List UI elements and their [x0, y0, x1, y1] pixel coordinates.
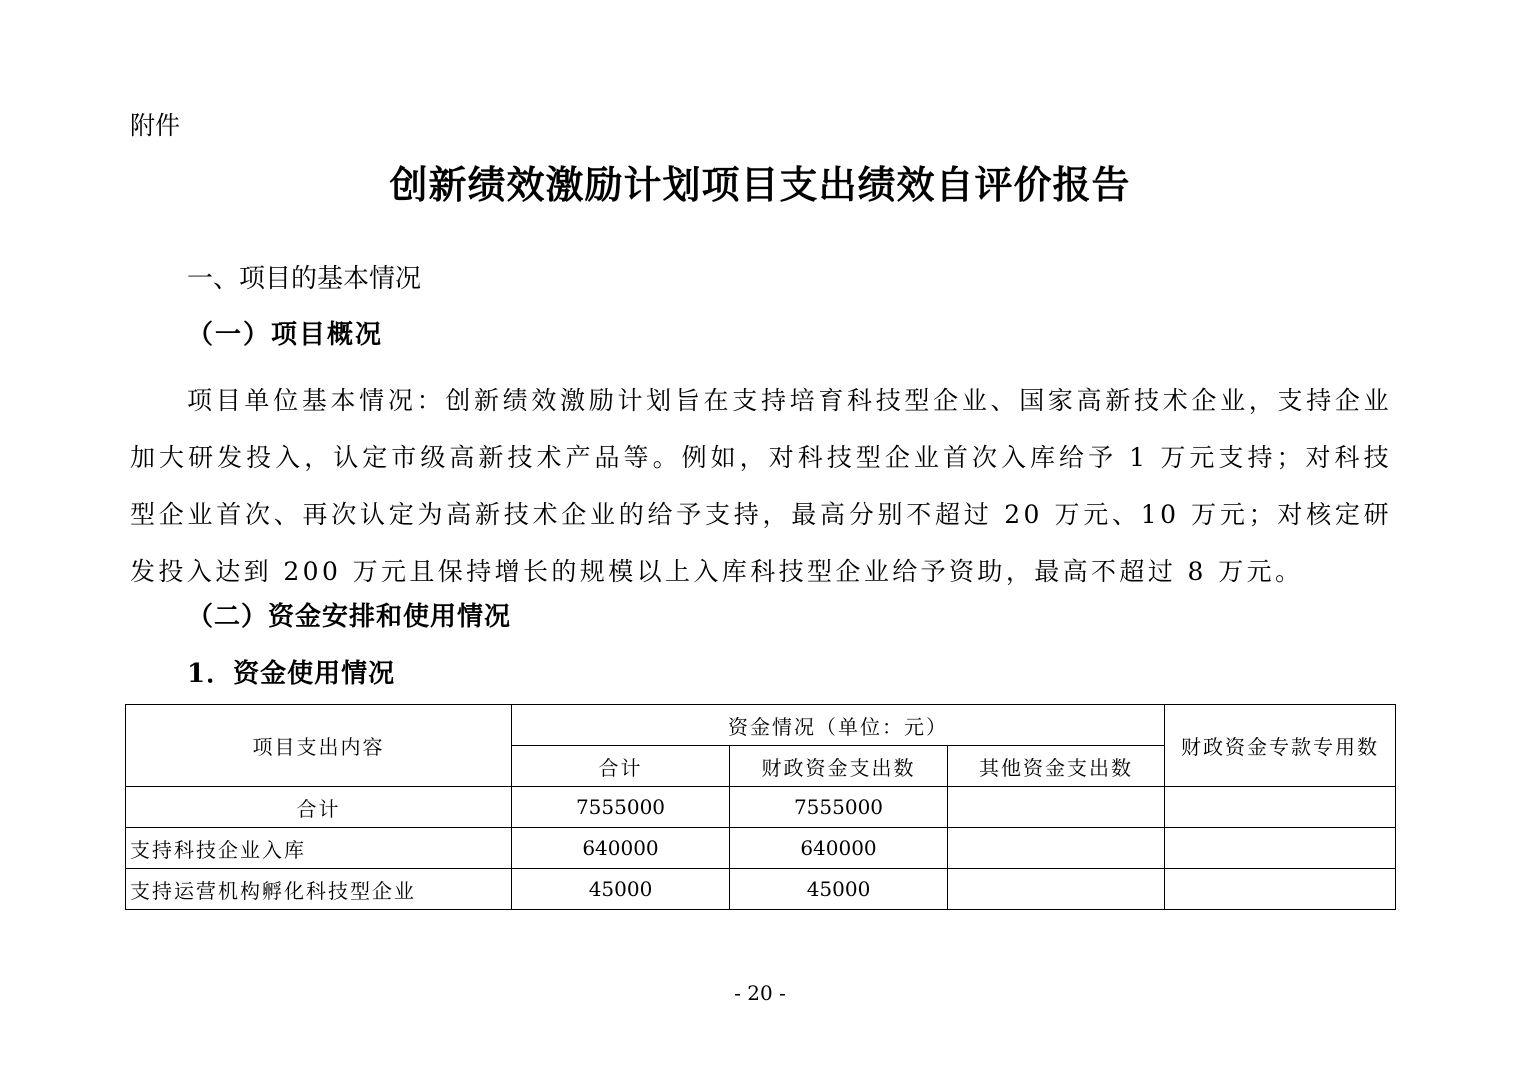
header-fiscal: 财政资金支出数 — [730, 746, 948, 787]
table-row — [126, 787, 1396, 828]
subsection-heading-funds: （二）资金安排和使用情况 — [187, 602, 512, 632]
subsection-heading-overview: （一）项目概况 — [187, 320, 384, 350]
table-row — [126, 869, 1396, 910]
cell-fiscal: 640000 — [730, 828, 948, 869]
cell-total: 640000 — [512, 828, 730, 869]
cell-special — [1165, 787, 1396, 828]
document-title: 创新绩效激励计划项目支出绩效自评价报告 — [389, 162, 1131, 207]
attachment-label: 附件 — [130, 111, 181, 140]
cell-item: 支持科技企业入库 — [126, 828, 512, 869]
header-total: 合计 — [512, 746, 730, 787]
cell-other — [948, 828, 1165, 869]
cell-fiscal: 7555000 — [730, 787, 948, 828]
header-item-content: 项目支出内容 — [126, 705, 512, 787]
header-other: 其他资金支出数 — [948, 746, 1165, 787]
cell-total: 45000 — [512, 869, 730, 910]
overview-paragraph: 项目单位基本情况：创新绩效激励计划旨在支持培育科技型企业、国家高新技术企业，支持企业加大研发投入，认定市级高新技术产品等。例如，对科技型企业首次入库给予 1 万元支持；对科技型企业首次、再次认定为高新技术企业的给予支持，最高分别不超过 20 万元、10 万元；对核定研发投入达到 200 万元且保持增长的规模以上入库科技型企业给予资助，最高不超过 8 万元。 — [130, 386, 1392, 586]
page-number: - 20 - — [734, 981, 786, 1005]
table-row — [126, 828, 1396, 869]
header-special-use: 财政资金专款专用数 — [1165, 705, 1396, 787]
cell-fiscal: 45000 — [730, 869, 948, 910]
cell-other — [948, 787, 1165, 828]
header-fund-status: 资金情况（单位：元） — [512, 705, 1165, 746]
fund-usage-table — [125, 704, 1396, 910]
cell-item: 合计 — [126, 787, 512, 828]
cell-other — [948, 869, 1165, 910]
table-header-row — [126, 705, 1396, 746]
section-heading-basic-info: 一、项目的基本情况 — [187, 264, 422, 294]
cell-item: 支持运营机构孵化科技型企业 — [126, 869, 512, 910]
item-heading-fund-usage: 1．资金使用情况 — [187, 659, 396, 689]
cell-special — [1165, 869, 1396, 910]
cell-total: 7555000 — [512, 787, 730, 828]
cell-special — [1165, 828, 1396, 869]
